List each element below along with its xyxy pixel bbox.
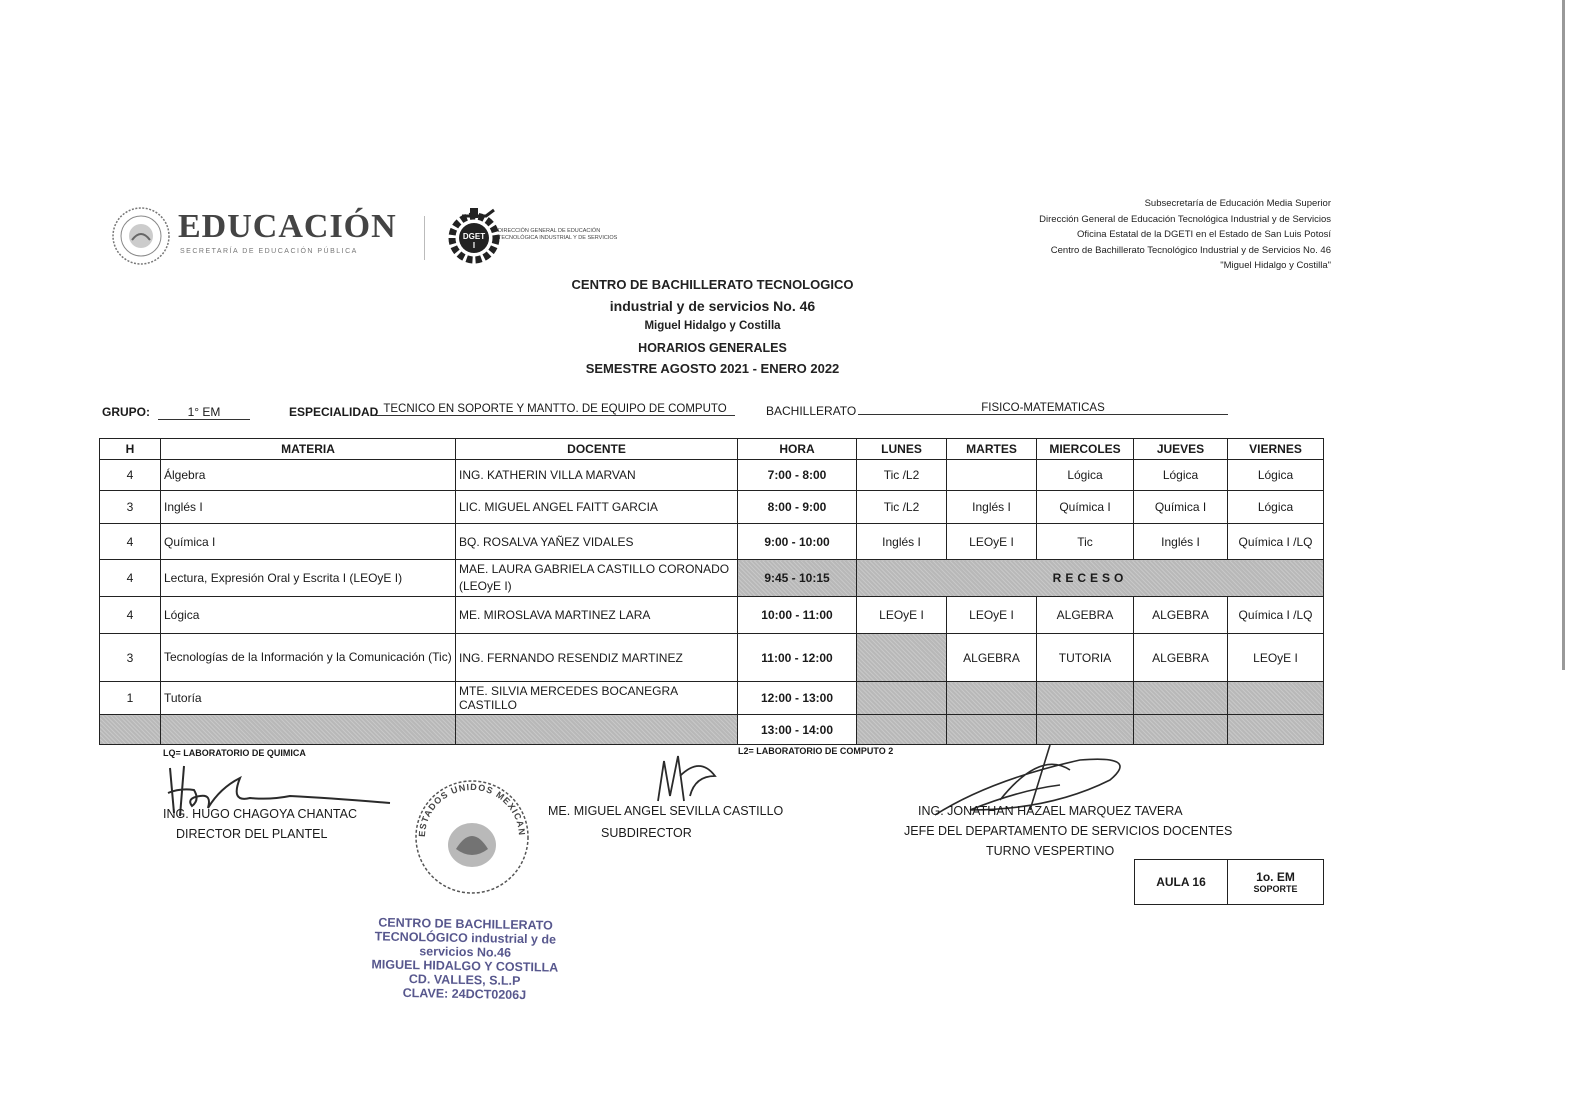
day-cell (1037, 682, 1134, 715)
table-row (100, 634, 1324, 682)
subdirector-name: ME. MIGUEL ANGEL SEVILLA CASTILLO (548, 804, 784, 818)
day-cell (857, 634, 947, 682)
materia-cell: Tutoría (161, 682, 456, 715)
materia-cell: Química I (161, 524, 456, 560)
day-cell (947, 460, 1037, 491)
hora-cell: 8:00 - 9:00 (738, 491, 857, 524)
day-cell: Tic (1037, 524, 1134, 560)
sep-logo (110, 206, 410, 266)
institution-header (1039, 196, 1331, 274)
table-row (100, 560, 1324, 597)
day-cell: Lógica (1228, 460, 1324, 491)
hora-cell: 11:00 - 12:00 (738, 634, 857, 682)
day-cell (1228, 715, 1324, 745)
title-line-1: CENTRO DE BACHILLERATO TECNOLOGICO (571, 277, 854, 292)
day-cell: Inglés I (1134, 524, 1228, 560)
docente-cell: ME. MIROSLAVA MARTINEZ LARA (456, 597, 738, 634)
column-header: JUEVES (1134, 439, 1228, 460)
dgeti-logo (448, 206, 648, 266)
hora-cell: 9:00 - 10:00 (738, 524, 857, 560)
dgeti-mark: DGETI (462, 232, 486, 250)
docente-cell: ING. FERNANDO RESENDIZ MARTINEZ (456, 634, 738, 682)
day-cell (1228, 682, 1324, 715)
day-cell: TUTORIA (1037, 634, 1134, 682)
column-header: H (100, 439, 161, 460)
sep-name: EDUCACIÓN (178, 208, 397, 245)
stamp-line: CD. VALLES, S.L.P (408, 972, 521, 988)
aula-group: 1o. EM (1256, 870, 1295, 884)
table-header-row (100, 439, 1324, 460)
stamp-line: MIGUEL HIDALGO Y COSTILLA (371, 957, 559, 975)
materia-cell (161, 715, 456, 745)
sep-subtitle: SECRETARÍA DE EDUCACIÓN PÚBLICA (180, 248, 358, 255)
hours-cell: 3 (100, 491, 161, 524)
official-seal (411, 779, 533, 895)
note-lq: LQ= LABORATORIO DE QUIMICA (163, 748, 306, 758)
hours-cell: 4 (100, 597, 161, 634)
day-cell: ALGEBRA (947, 634, 1037, 682)
header-line: "Miguel Hidalgo y Costilla" (1220, 260, 1331, 271)
materia-cell: Tecnologías de la Información y la Comunicación (Tic) (161, 634, 456, 682)
day-cell: ALGEBRA (1037, 597, 1134, 634)
hours-cell: 4 (100, 560, 161, 597)
hora-cell: 12:00 - 13:00 (738, 682, 857, 715)
stamp-line: servicios No.46 (419, 944, 512, 960)
docente-cell: MTE. SILVIA MERCEDES BOCANEGRA CASTILLO (456, 682, 738, 715)
director-name: ING. HUGO CHAGOYA CHANTAC (163, 807, 358, 821)
scan-edge (1562, 0, 1565, 670)
day-cell (1134, 715, 1228, 745)
seal-icon (411, 779, 533, 895)
day-cell: ALGEBRA (1134, 634, 1228, 682)
day-cell: ALGEBRA (1134, 597, 1228, 634)
docente-cell (456, 715, 738, 745)
aula-group-sub: SOPORTE (1253, 884, 1298, 894)
grupo-value: 1° EM (158, 405, 250, 420)
day-cell (947, 682, 1037, 715)
stamp-line: TECNOLÓGICO industrial y de (374, 929, 557, 947)
seal-text: ESTADOS UNIDOS MEXICAN (416, 781, 528, 838)
grupo-label: GRUPO: (102, 405, 150, 419)
dgeti-text: DIRECCIÓN GENERAL DE EDUCACIÓN TECNOLÓGICA INDUSTRIAL Y DE SERVICIOS (498, 228, 618, 241)
hora-cell: 10:00 - 11:00 (738, 597, 857, 634)
header-line: Subsecretaría de Educación Media Superior (1144, 198, 1331, 209)
jefe-turno: TURNO VESPERTINO (986, 844, 1115, 858)
column-header: MIERCOLES (1037, 439, 1134, 460)
column-header: LUNES (857, 439, 947, 460)
docente-cell: LIC. MIGUEL ANGEL FAITT GARCIA (456, 491, 738, 524)
day-cell: Química I (1037, 491, 1134, 524)
day-cell: LEOyE I (1228, 634, 1324, 682)
jefe-name: ING. JONATHAN HAZAEL MARQUEZ TAVERA (918, 804, 1183, 818)
bachillerato-label: BACHILLERATO (766, 404, 857, 418)
title-line-4: HORARIOS GENERALES (638, 341, 787, 355)
header-line: Dirección General de Educación Tecnológica Industrial y de Servicios (1039, 213, 1331, 225)
table-row (100, 524, 1324, 560)
day-cell: Lógica (1228, 491, 1324, 524)
stamp-text (359, 915, 570, 1003)
table-row (100, 491, 1324, 524)
hora-cell: 7:00 - 8:00 (738, 460, 857, 491)
day-cell: Química I /LQ (1228, 597, 1324, 634)
day-cell: Inglés I (947, 491, 1037, 524)
materia-cell: Lectura, Expresión Oral y Escrita I (LEOyE I) (161, 560, 456, 597)
table-row (100, 682, 1324, 715)
docente-cell: MAE. LAURA GABRIELA CASTILLO CORONADO (LEOyE I) (456, 560, 738, 597)
logo-divider (424, 216, 425, 260)
materia-cell: Inglés I (161, 491, 456, 524)
header-line: Oficina Estatal de la DGETI en el Estado de San Luis Potosí (1077, 229, 1331, 240)
day-cell (1134, 682, 1228, 715)
receso-cell: RECESO (857, 560, 1324, 597)
seal-icon (110, 206, 172, 268)
day-cell: Lógica (1134, 460, 1228, 491)
hours-cell: 1 (100, 682, 161, 715)
subdirector-role: SUBDIRECTOR (601, 826, 692, 840)
director-role: DIRECTOR DEL PLANTEL (176, 827, 328, 841)
stamp-line: CLAVE: 24DCT0206J (402, 985, 527, 1003)
day-cell: LEOyE I (947, 597, 1037, 634)
day-cell: Química I /LQ (1228, 524, 1324, 560)
table-row (100, 597, 1324, 634)
aula-label: AULA 16 (1135, 860, 1228, 905)
especialidad-value: TECNICO EN SOPORTE Y MANTTO. DE EQUIPO DE COMPUTO (375, 403, 735, 416)
schedule-table (99, 438, 1324, 745)
bachillerato-value: FISICO-MATEMATICAS (858, 402, 1228, 415)
day-cell: LEOyE I (857, 597, 947, 634)
day-cell: LEOyE I (947, 524, 1037, 560)
column-header: MARTES (947, 439, 1037, 460)
docente-cell: ING. KATHERIN VILLA MARVAN (456, 460, 738, 491)
especialidad-label: ESPECIALIDAD (289, 405, 379, 419)
header-line: Centro de Bachillerato Tecnológico Industrial y de Servicios No. 46 (1050, 244, 1331, 256)
title-line-5: SEMESTRE AGOSTO 2021 - ENERO 2022 (585, 361, 840, 376)
day-cell: Inglés I (857, 524, 947, 560)
hora-cell: 13:00 - 14:00 (738, 715, 857, 745)
table-row (100, 460, 1324, 491)
title-line-3: Miguel Hidalgo y Costilla (644, 320, 781, 332)
day-cell: Lógica (1037, 460, 1134, 491)
day-cell: Tic /L2 (857, 491, 947, 524)
hours-cell: 3 (100, 634, 161, 682)
hora-cell: 9:45 - 10:15 (738, 560, 857, 597)
materia-cell: Lógica (161, 597, 456, 634)
hours-cell: 4 (100, 460, 161, 491)
hours-cell (100, 715, 161, 745)
day-cell: Tic /L2 (857, 460, 947, 491)
materia-cell: Álgebra (161, 460, 456, 491)
column-header: MATERIA (161, 439, 456, 460)
docente-cell: BQ. ROSALVA YAÑEZ VIDALES (456, 524, 738, 560)
stamp-line: CENTRO DE BACHILLERATO (378, 915, 553, 933)
hours-cell: 4 (100, 524, 161, 560)
note-l2: L2= LABORATORIO DE COMPUTO 2 (738, 746, 894, 756)
title-line-2: industrial y de servicios No. 46 (609, 298, 816, 314)
aula-group-cell (1228, 860, 1324, 905)
day-cell: Química I (1134, 491, 1228, 524)
column-header: DOCENTE (456, 439, 738, 460)
column-header: VIERNES (1228, 439, 1324, 460)
aula-box (1134, 859, 1324, 905)
day-cell (857, 682, 947, 715)
column-header: HORA (738, 439, 857, 460)
jefe-role: JEFE DEL DEPARTAMENTO DE SERVICIOS DOCENTES (904, 824, 1233, 838)
